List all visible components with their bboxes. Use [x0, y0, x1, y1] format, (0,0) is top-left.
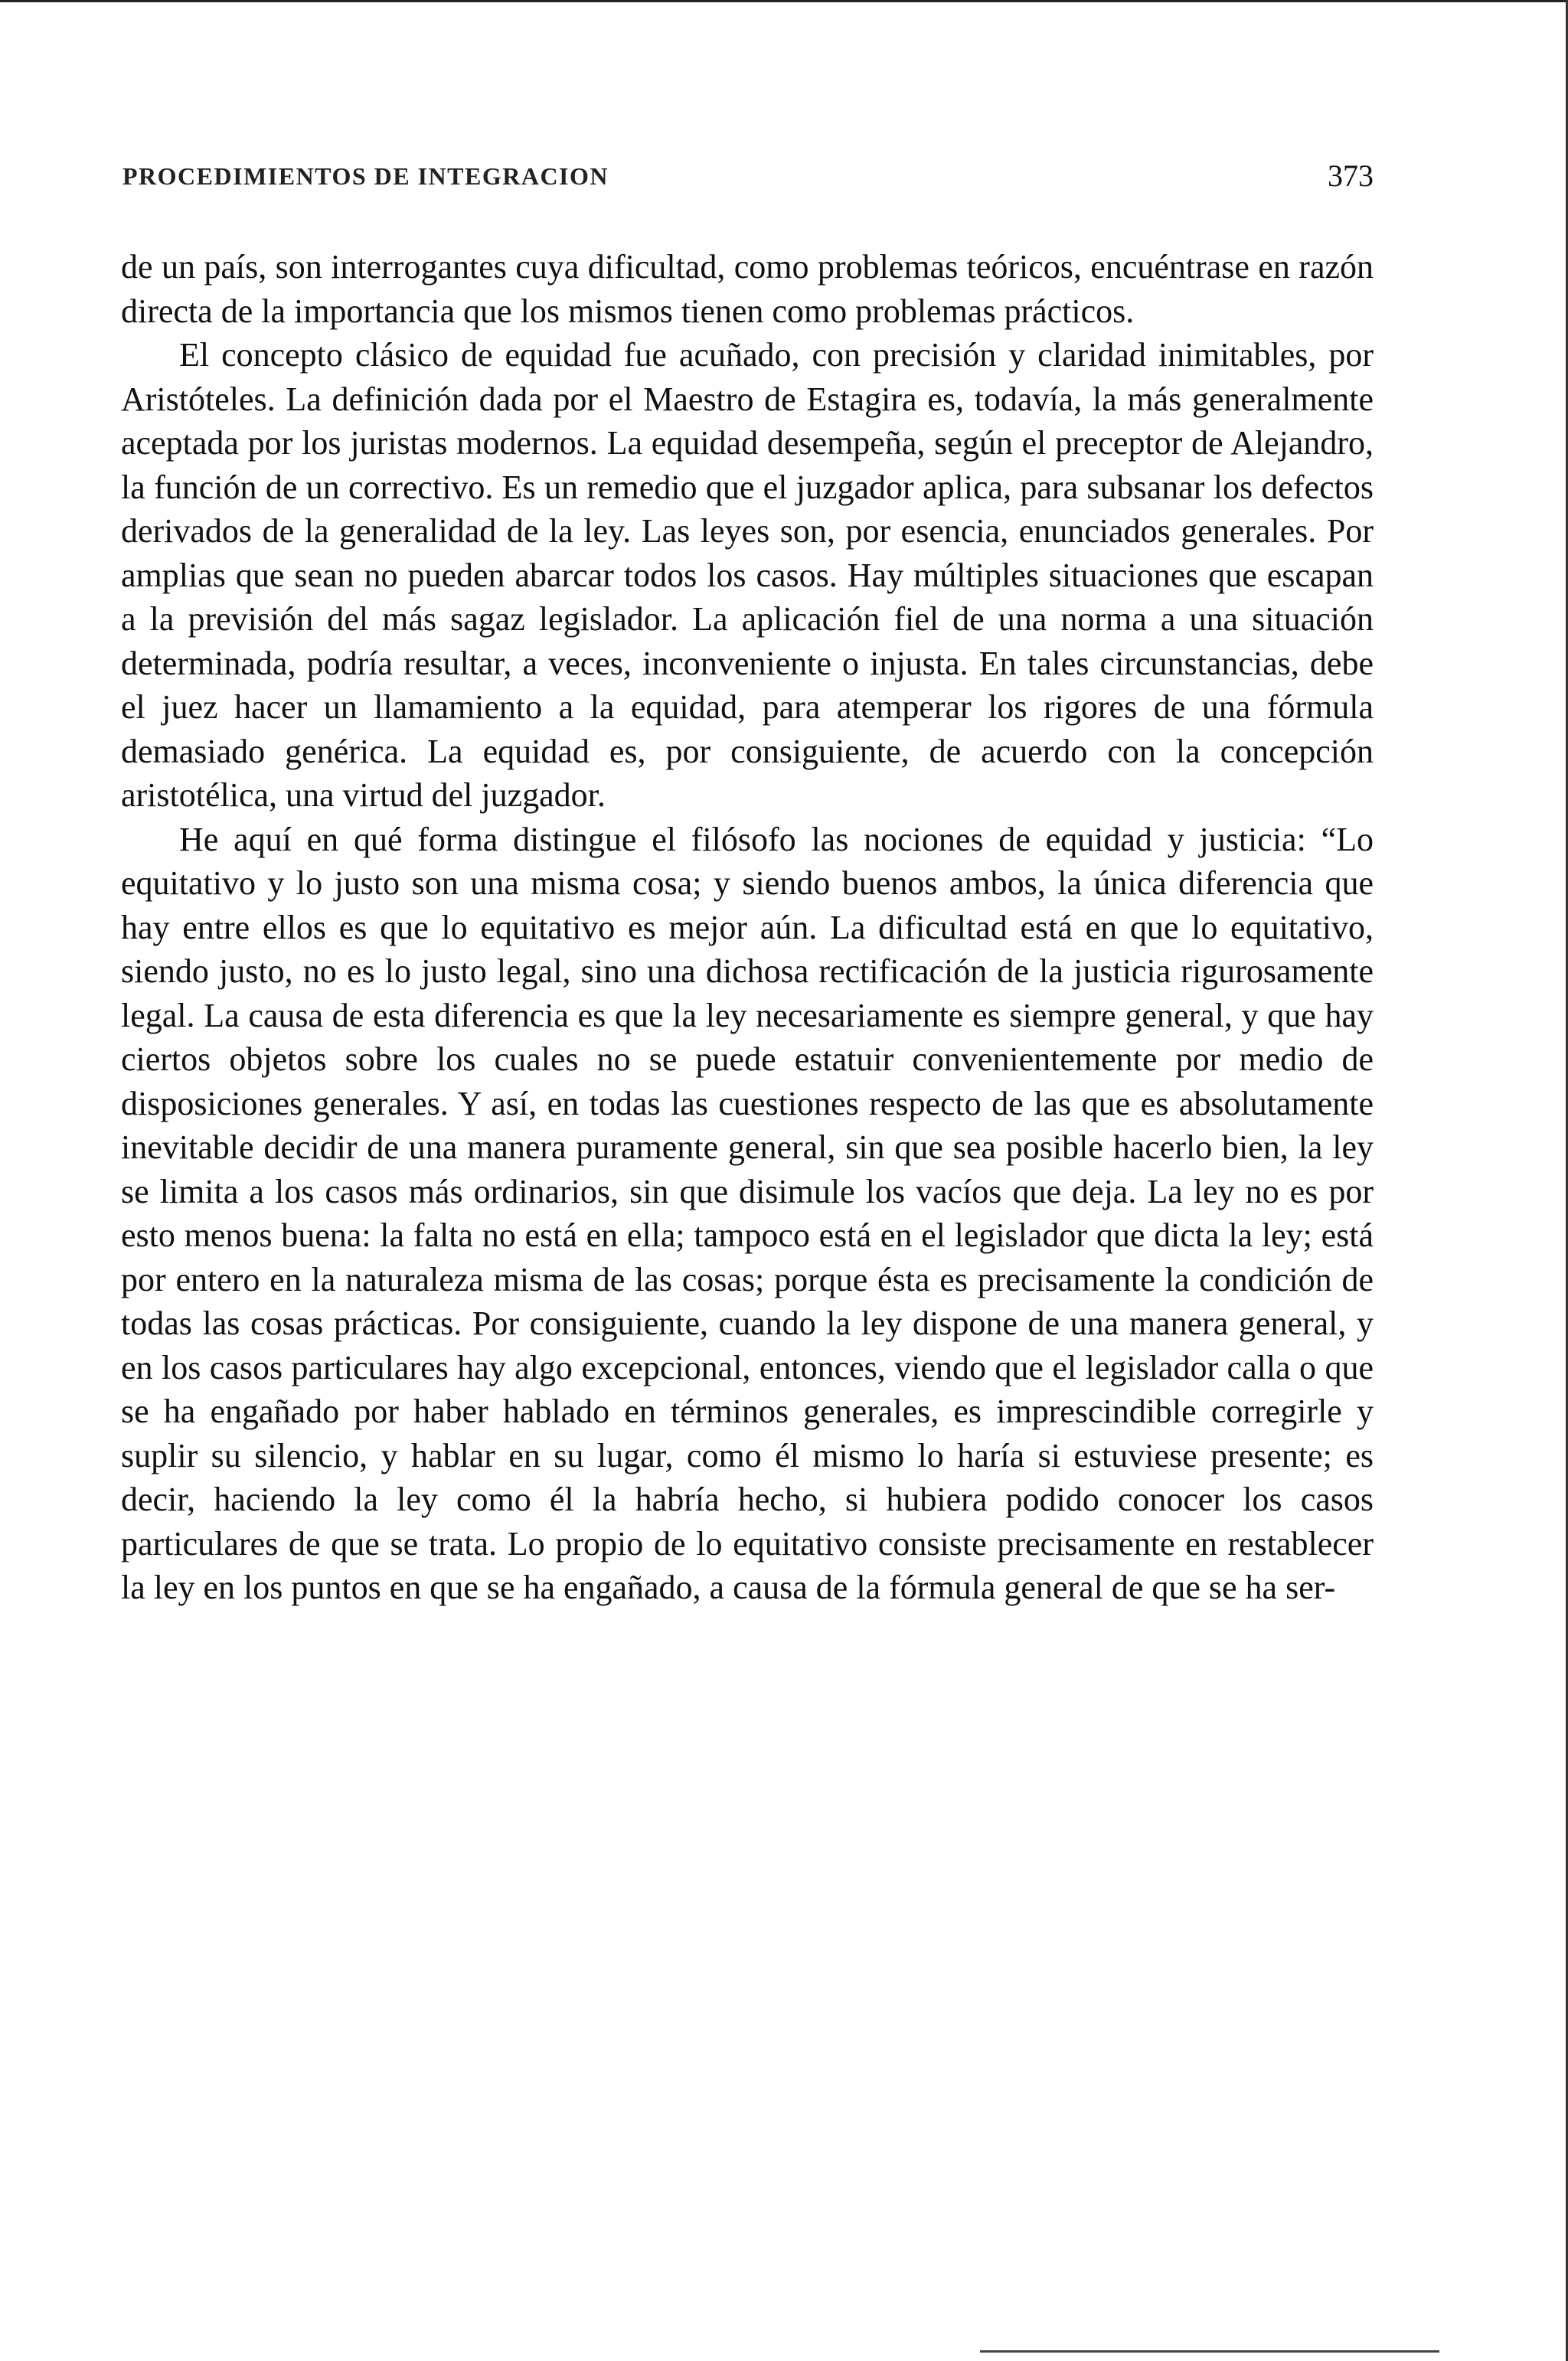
- page-number: 373: [1328, 158, 1374, 193]
- paragraph-1: de un país, son interrogantes cuya dificultad, como problemas teóricos, encuéntrase en razón directa de la importancia que los mismos tienen como problemas prácticos.: [121, 248, 1374, 330]
- paragraph-2: El concepto clásico de equidad fue acuñado, con precisión y claridad inimitables, por Aristóteles. La definición dada por el Maestro de Estagira es, todavía, la más generalmente aceptada por los juristas modernos. La equidad desempeña, según el preceptor de Alejandro, la función de un correctivo. Es un remedio que el juzgador aplica, para subsanar los defectos derivados de la generalidad de la ley. Las leyes son, por esencia, enunciados generales. Por amplias que sean no pueden abarcar todos los casos. Hay múltiples situaciones que escapan a la previsión del más sagaz legislador. La aplicación fiel de una norma a una situación determinada, podría resultar, a veces, inconveniente o injusta. En tales circunstancias, debe el juez hacer un llamamiento a la equidad, para atemperar los rigores de una fórmula demasiado genérica. La equidad es, por consiguiente, de acuerdo con la concepción aristotélica, una virtud del juzgador.: [121, 336, 1374, 814]
- paragraph-3: He aquí en qué forma distingue el filósofo las nociones de equidad y justicia: “Lo equitativo y lo justo son una misma cosa; y siendo buenos ambos, la única diferencia que hay entre ellos es que lo equitativo es mejor aún. La dificultad está en que lo equitativo, siendo justo, no es lo justo legal, sino una dichosa rectificación de la justicia rigurosamente legal. La causa de esta diferencia es que la ley necesariamente es siempre general, y que hay ciertos objetos sobre los cuales no se puede estatuir convenientemente por medio de disposiciones generales. Y así, en todas las cuestiones respecto de las que es absolutamente inevitable decidir de una manera puramente general, sin que sea posible hacerlo bien, la ley se limita a los casos más ordinarios, sin que disimule los vacíos que deja. La ley no es por esto menos buena: la falta no está en ella; tampoco está en el legislador que dicta la ley; está por entero en la naturaleza misma de las cosas; porque ésta es precisamente la condición de todas las cosas prácticas. Por consiguiente, cuando la ley dispone de una manera general, y en los casos particulares hay algo excepcional, entonces, viendo que el legislador calla o que se ha engañado por haber hablado en términos generales, es imprescindible corregirle y suplir su silencio, y hablar en su lugar, como él mismo lo haría si estuviese presente; es decir, haciendo la ley como él la habría hecho, si hubiera podido conocer los casos particulares de que se trata. Lo propio de lo equitativo consiste precisamente en restablecer la ley en los puntos en que se ha engañado, a causa de la fórmula general de que se ha ser-: [121, 820, 1374, 1606]
- page-header: [122, 158, 1374, 201]
- bottom-scan-mark: [980, 2350, 1439, 2353]
- body-text: [121, 245, 1374, 1610]
- page-top-edge: [0, 0, 1568, 2]
- running-head: PROCEDIMIENTOS DE INTEGRACION: [122, 162, 609, 190]
